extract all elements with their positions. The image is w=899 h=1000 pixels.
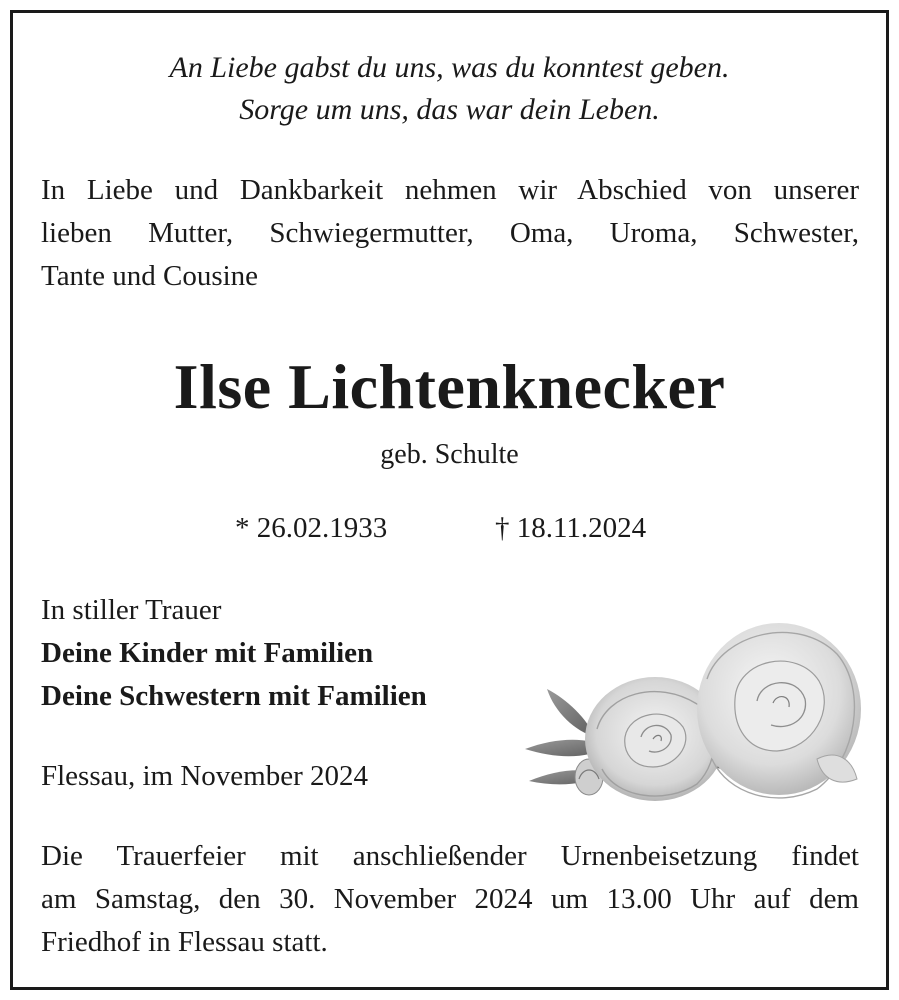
intro-line-2: lieben Mutter, Schwiegermutter, Oma, Uroma, Schwester,: [41, 217, 859, 249]
deceased-name: Ilse Lichtenknecker: [173, 351, 726, 422]
death-date: † 18.11.2024: [495, 512, 647, 544]
motto-line-1: An Liebe gabst du uns, was du konntest geben.: [169, 51, 730, 84]
mourners-line-1: Deine Kinder mit Familien: [41, 637, 374, 669]
intro-line-3: Tante und Cousine: [41, 260, 259, 292]
place-and-date: Flessau, im November 2024: [41, 760, 369, 792]
funeral-line-3: Friedhof in Flessau statt.: [41, 926, 328, 958]
mourners-block: [41, 589, 427, 718]
motto-verse: [13, 47, 886, 131]
funeral-line-1: Die Trauerfeier mit anschließender Urnenbeisetzung findet: [41, 840, 859, 872]
obituary-notice: [10, 10, 889, 990]
birth-date: * 26.02.1933: [235, 512, 388, 544]
motto-line-2: Sorge um uns, das war dein Leben.: [239, 93, 660, 126]
funeral-info: [41, 835, 859, 964]
mourners-intro: In stiller Trauer: [41, 594, 222, 626]
intro-line-1: In Liebe und Dankbarkeit nehmen wir Abschied von unserer: [41, 174, 859, 206]
roses-illustration-icon: [507, 609, 867, 809]
intro-text: [41, 169, 859, 298]
birth-name: geb. Schulte: [380, 439, 519, 470]
funeral-line-2: am Samstag, den 30. November 2024 um 13.00 Uhr auf dem: [41, 883, 859, 915]
mourners-line-2: Deine Schwestern mit Familien: [41, 680, 427, 712]
